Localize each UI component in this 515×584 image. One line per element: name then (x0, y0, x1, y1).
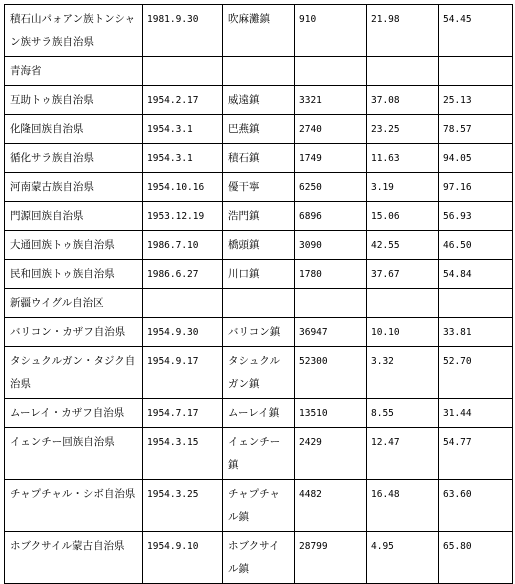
value-col6-cell: 56.93 (439, 202, 513, 231)
section-row (5, 289, 513, 318)
county-seat-cell: 巴燕鎮 (223, 115, 295, 144)
established-date-cell: 1981.9.30 (143, 5, 223, 57)
table-row (5, 173, 513, 202)
established-date-cell (143, 57, 223, 86)
county-name-cell: 大通回族トゥ族自治県 (5, 231, 143, 260)
value-col4-cell: 3321 (295, 86, 367, 115)
table-row (5, 115, 513, 144)
county-name-cell: バリコン・カザフ自治県 (5, 318, 143, 347)
county-seat-cell: ムーレイ鎮 (223, 399, 295, 428)
table-row (5, 144, 513, 173)
value-col6-cell: 94.05 (439, 144, 513, 173)
county-name-cell: 循化サラ族自治県 (5, 144, 143, 173)
county-name-cell: ホブクサイル蒙古自治県 (5, 532, 143, 584)
value-col6-cell: 46.50 (439, 231, 513, 260)
value-col5-cell: 42.55 (367, 231, 439, 260)
county-seat-cell: 威遠鎮 (223, 86, 295, 115)
value-col5-cell: 4.95 (367, 532, 439, 584)
established-date-cell: 1954.10.16 (143, 173, 223, 202)
county-name-cell: 互助トゥ族自治県 (5, 86, 143, 115)
value-col5-cell: 37.08 (367, 86, 439, 115)
value-col6-cell: 63.60 (439, 480, 513, 532)
established-date-cell: 1954.3.25 (143, 480, 223, 532)
county-seat-cell: 吹麻灘鎮 (223, 5, 295, 57)
value-col6-cell: 54.45 (439, 5, 513, 57)
established-date-cell: 1954.9.17 (143, 347, 223, 399)
value-col6-cell: 78.57 (439, 115, 513, 144)
value-col6-cell (439, 57, 513, 86)
table-row (5, 231, 513, 260)
county-name-cell: イェンチー回族自治県 (5, 428, 143, 480)
value-col5-cell: 8.55 (367, 399, 439, 428)
county-name-cell: 積石山パォアン族トンシャン族サラ族自治県 (5, 5, 143, 57)
county-seat-cell: 優干寧 (223, 173, 295, 202)
autonomous-county-table (4, 4, 513, 584)
table-row (5, 399, 513, 428)
county-seat-cell: ホブクサイル鎮 (223, 532, 295, 584)
county-name-cell: 民和回族トゥ族自治県 (5, 260, 143, 289)
table-row (5, 318, 513, 347)
value-col5-cell: 12.47 (367, 428, 439, 480)
value-col6-cell (439, 289, 513, 318)
value-col6-cell: 97.16 (439, 173, 513, 202)
established-date-cell: 1954.3.1 (143, 144, 223, 173)
established-date-cell: 1953.12.19 (143, 202, 223, 231)
section-row (5, 57, 513, 86)
value-col5-cell: 3.32 (367, 347, 439, 399)
county-seat-cell: チャプチャル鎮 (223, 480, 295, 532)
value-col5-cell: 37.67 (367, 260, 439, 289)
value-col4-cell: 1749 (295, 144, 367, 173)
established-date-cell: 1954.3.1 (143, 115, 223, 144)
established-date-cell: 1986.7.10 (143, 231, 223, 260)
value-col4-cell (295, 289, 367, 318)
value-col4-cell: 13510 (295, 399, 367, 428)
table-row (5, 347, 513, 399)
established-date-cell: 1954.3.15 (143, 428, 223, 480)
county-name-cell: ムーレイ・カザフ自治県 (5, 399, 143, 428)
value-col5-cell: 15.06 (367, 202, 439, 231)
table-row (5, 260, 513, 289)
value-col5-cell: 21.98 (367, 5, 439, 57)
established-date-cell: 1986.6.27 (143, 260, 223, 289)
value-col6-cell: 52.70 (439, 347, 513, 399)
county-seat-cell: 積石鎮 (223, 144, 295, 173)
value-col5-cell: 11.63 (367, 144, 439, 173)
value-col4-cell: 2429 (295, 428, 367, 480)
value-col4-cell: 2740 (295, 115, 367, 144)
value-col5-cell (367, 289, 439, 318)
value-col4-cell: 910 (295, 5, 367, 57)
county-seat-cell (223, 289, 295, 318)
county-name-cell: チャプチャル・シボ自治県 (5, 480, 143, 532)
value-col4-cell: 1780 (295, 260, 367, 289)
county-seat-cell (223, 57, 295, 86)
value-col5-cell: 23.25 (367, 115, 439, 144)
county-seat-cell: イェンチー鎮 (223, 428, 295, 480)
table-row (5, 202, 513, 231)
value-col4-cell (295, 57, 367, 86)
value-col6-cell: 65.80 (439, 532, 513, 584)
value-col6-cell: 54.84 (439, 260, 513, 289)
table-row (5, 480, 513, 532)
county-name-cell: 河南蒙古族自治県 (5, 173, 143, 202)
county-seat-cell: バリコン鎮 (223, 318, 295, 347)
county-seat-cell: 浩門鎮 (223, 202, 295, 231)
table-row (5, 5, 513, 57)
value-col5-cell: 10.10 (367, 318, 439, 347)
county-name-cell: 門源回族自治県 (5, 202, 143, 231)
value-col6-cell: 54.77 (439, 428, 513, 480)
value-col4-cell: 36947 (295, 318, 367, 347)
table-row (5, 86, 513, 115)
county-seat-cell: 川口鎮 (223, 260, 295, 289)
section-name-cell: 新疆ウイグル自治区 (5, 289, 143, 318)
value-col4-cell: 28799 (295, 532, 367, 584)
value-col4-cell: 52300 (295, 347, 367, 399)
value-col4-cell: 6250 (295, 173, 367, 202)
section-name-cell: 青海省 (5, 57, 143, 86)
county-seat-cell: 橋頭鎮 (223, 231, 295, 260)
established-date-cell: 1954.9.30 (143, 318, 223, 347)
value-col5-cell: 3.19 (367, 173, 439, 202)
county-name-cell: 化隆回族自治県 (5, 115, 143, 144)
established-date-cell: 1954.9.10 (143, 532, 223, 584)
value-col6-cell: 25.13 (439, 86, 513, 115)
value-col6-cell: 33.81 (439, 318, 513, 347)
value-col4-cell: 3090 (295, 231, 367, 260)
value-col4-cell: 4482 (295, 480, 367, 532)
table-row (5, 532, 513, 584)
county-seat-cell: タシュクルガン鎮 (223, 347, 295, 399)
table-row (5, 428, 513, 480)
value-col5-cell: 16.48 (367, 480, 439, 532)
established-date-cell (143, 289, 223, 318)
established-date-cell: 1954.7.17 (143, 399, 223, 428)
value-col6-cell: 31.44 (439, 399, 513, 428)
table-body (5, 5, 513, 584)
established-date-cell: 1954.2.17 (143, 86, 223, 115)
value-col5-cell (367, 57, 439, 86)
value-col4-cell: 6896 (295, 202, 367, 231)
county-name-cell: タシュクルガン・タジク自治県 (5, 347, 143, 399)
